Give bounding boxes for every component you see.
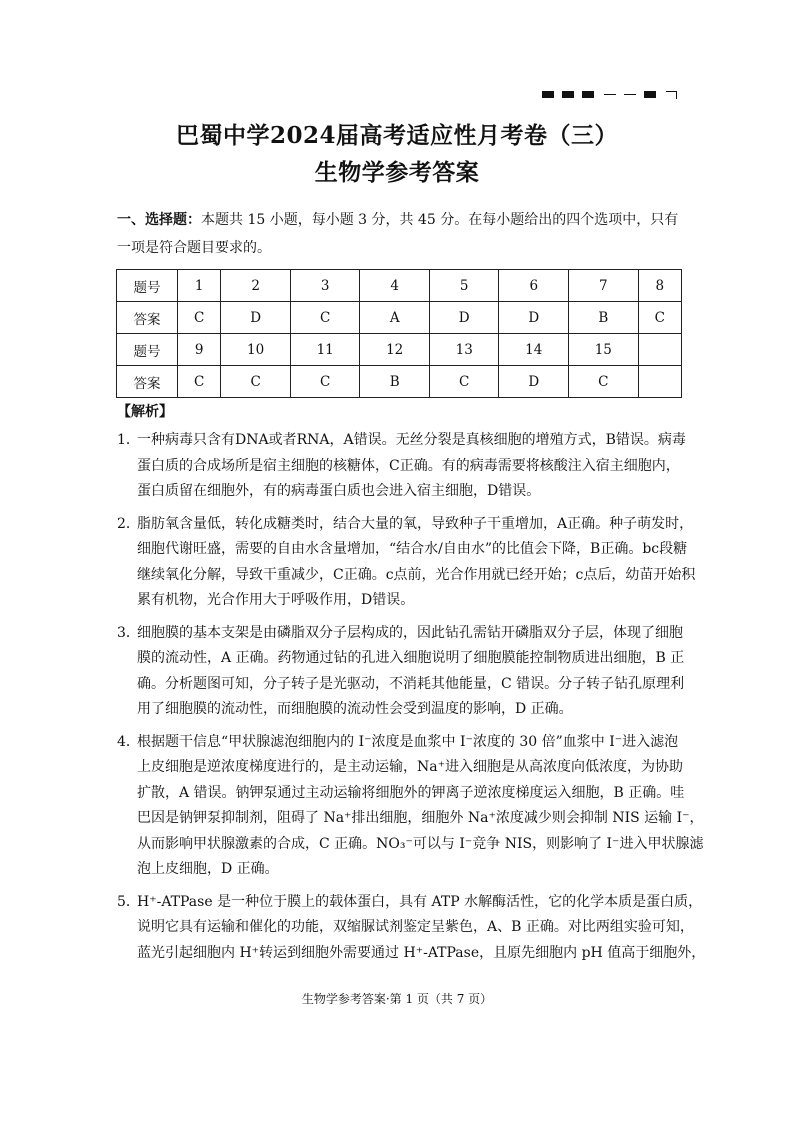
- item-text-line: 根据题干信息“甲状腺滤泡细胞内的 I⁻浓度是血浆中 I⁻浓度的 30 倍”血浆中 I⁻进入滤泡: [137, 733, 679, 750]
- item-text-line: 脂肪氧含量低，转化成糖类时，结合大量的氧，导致种子干重增加，A正确。种子萌发时，: [137, 515, 694, 532]
- table-cell: 1: [178, 270, 221, 302]
- item-text-line: 扩散，A 错误。钠钾泵通过主动运输将细胞外的钾离子逆浓度梯度运入细胞，B 正确。哇: [137, 784, 685, 801]
- item-text-line: 上皮细胞是逆浓度梯度进行的，是主动运输，Na⁺进入细胞是从高浓度向低浓度，为协助: [137, 759, 683, 775]
- table-number-row: [117, 334, 682, 366]
- table-answer-row: [117, 366, 682, 398]
- table-cell: 9: [178, 334, 221, 366]
- table-cell: C: [638, 302, 681, 334]
- item-number: 5．: [117, 893, 140, 910]
- answer-table: [116, 269, 682, 398]
- item-text-line: 膜的流动性，A 正确。药物通过钻的孔进入细胞说明了细胞膜能控制物质进出细胞，B 正: [137, 650, 685, 666]
- table-cell: 3: [290, 270, 360, 302]
- table-cell: A: [360, 302, 430, 334]
- table-cell: 5: [429, 270, 499, 302]
- table-cell: 7: [569, 270, 639, 302]
- item-number: 1．: [117, 432, 140, 448]
- table-answer-row: [117, 302, 682, 334]
- table-cell: D: [221, 302, 291, 334]
- section-text: 本题共 15 小题，每小题 3 分，共 45 分。在每小题给出的四个选项中，只有一项是符合题目要求的。: [117, 212, 679, 256]
- item-text-line: 确。分析题图可知，分子转子是光驱动，不消耗其他能量，C 错误。分子转子钻孔原理利: [137, 675, 685, 692]
- page-subtitle: 生物学参考答案: [314, 159, 480, 186]
- table-cell: B: [569, 302, 639, 334]
- page-footer: 生物学参考答案·第 1 页（共 7 页）: [301, 992, 493, 1006]
- page-title: 巴蜀中学2024届高考适应性月考卷（三）: [175, 122, 618, 149]
- table-cell: D: [429, 302, 499, 334]
- analysis-item: [115, 730, 704, 883]
- table-cell: 11: [290, 334, 360, 366]
- analysis-list: [115, 428, 706, 966]
- table-cell: 10: [221, 334, 291, 366]
- table-cell: 8: [638, 270, 681, 302]
- table-cell: 2: [221, 270, 291, 302]
- table-row-label: 题号: [117, 270, 178, 302]
- table-cell: D: [499, 302, 569, 334]
- item-text-line: 继续氧化分解，导致干重减少，C正确。c点前，光合作用就已经开始；c点后，幼苗开始积: [137, 566, 696, 583]
- table-cell: C: [429, 366, 499, 398]
- item-text-line: 累有机物，光合作用大于呼吸作用，D错误。: [137, 592, 415, 608]
- table-cell: C: [221, 366, 291, 398]
- item-text-line: 蛋白质的合成场所是宿主细胞的核糖体，C正确。有的病毒需要将核酸注入宿主细胞内，: [137, 457, 680, 474]
- table-cell: C: [569, 366, 639, 398]
- table-cell: C: [290, 302, 360, 334]
- table-cell: D: [499, 366, 569, 398]
- item-number: 3．: [117, 624, 140, 641]
- table-cell: [638, 366, 681, 398]
- item-text-line: 蓝光引起细胞内 H⁺转运到细胞外需要通过 H⁺-ATPase，且原先细胞内 pH 值高于细胞外，: [137, 944, 706, 961]
- item-text-line: 细胞代谢旺盛，需要的自由水含量增加，“结合水/自由水”的比值会下降，B正确。bc段糖: [137, 541, 688, 557]
- table-cell: 14: [499, 334, 569, 366]
- table-cell: C: [290, 366, 360, 398]
- section-instructions: [117, 206, 683, 262]
- analysis-item: [115, 890, 706, 967]
- table-row-label: 答案: [117, 302, 178, 334]
- item-number: 4．: [117, 733, 140, 750]
- table-cell: B: [360, 366, 430, 398]
- table-cell: 15: [569, 334, 639, 366]
- item-text-line: 巴因是钠钾泵抑制剂，阻碍了 Na⁺排出细胞，细胞外 Na⁺浓度减少则会抑制 NIS 运输 I⁻，: [137, 810, 704, 826]
- item-text-line: 蛋白质留在细胞外，有的病毒蛋白质也会进入宿主细胞，D错误。: [137, 483, 541, 499]
- item-text-line: 用了细胞膜的流动性，而细胞膜的流动性会受到温度的影响，D 正确。: [137, 701, 573, 717]
- item-text-line: 细胞膜的基本支架是由磷脂双分子层构成的，因此钻孔需钻开磷脂双分子层，体现了细胞: [137, 624, 683, 641]
- item-text-line: H⁺-ATPase 是一种位于膜上的载体蛋白，具有 ATP 水解酶活性，它的化学本质是蛋白质，: [137, 893, 703, 910]
- table-row-label: 题号: [117, 334, 178, 366]
- analysis-item: [115, 621, 683, 723]
- analysis-item: [115, 428, 686, 505]
- item-number: 2．: [117, 515, 140, 532]
- table-cell: 6: [499, 270, 569, 302]
- table-cell: 13: [429, 334, 499, 366]
- table-cell: 4: [360, 270, 430, 302]
- analysis-item: [115, 512, 696, 614]
- analysis-label: 【解析】: [117, 404, 173, 420]
- item-text-line: 从而影响甲状腺激素的合成，C 正确。NO₃⁻可以与 I⁻竞争 NIS，则影响了 I⁻进入甲状腺滤: [137, 835, 704, 852]
- item-text-line: 说明它具有运输和催化的功能，双缩脲试剂鉴定呈紫色，A、B 正确。对比两组实验可知，: [137, 919, 694, 935]
- table-cell: 12: [360, 334, 430, 366]
- table-number-row: [117, 270, 682, 302]
- item-text-line: 一种病毒只含有DNA或者RNA，A错误。无丝分裂是真核细胞的增殖方式，B错误。病毒: [137, 432, 686, 448]
- table-cell: [638, 334, 681, 366]
- item-text-line: 泡上皮细胞，D 正确。: [137, 861, 279, 877]
- section-heading: 一、选择题：: [117, 212, 201, 228]
- table-row-label: 答案: [117, 366, 178, 398]
- table-cell: C: [178, 302, 221, 334]
- table-cell: C: [178, 366, 221, 398]
